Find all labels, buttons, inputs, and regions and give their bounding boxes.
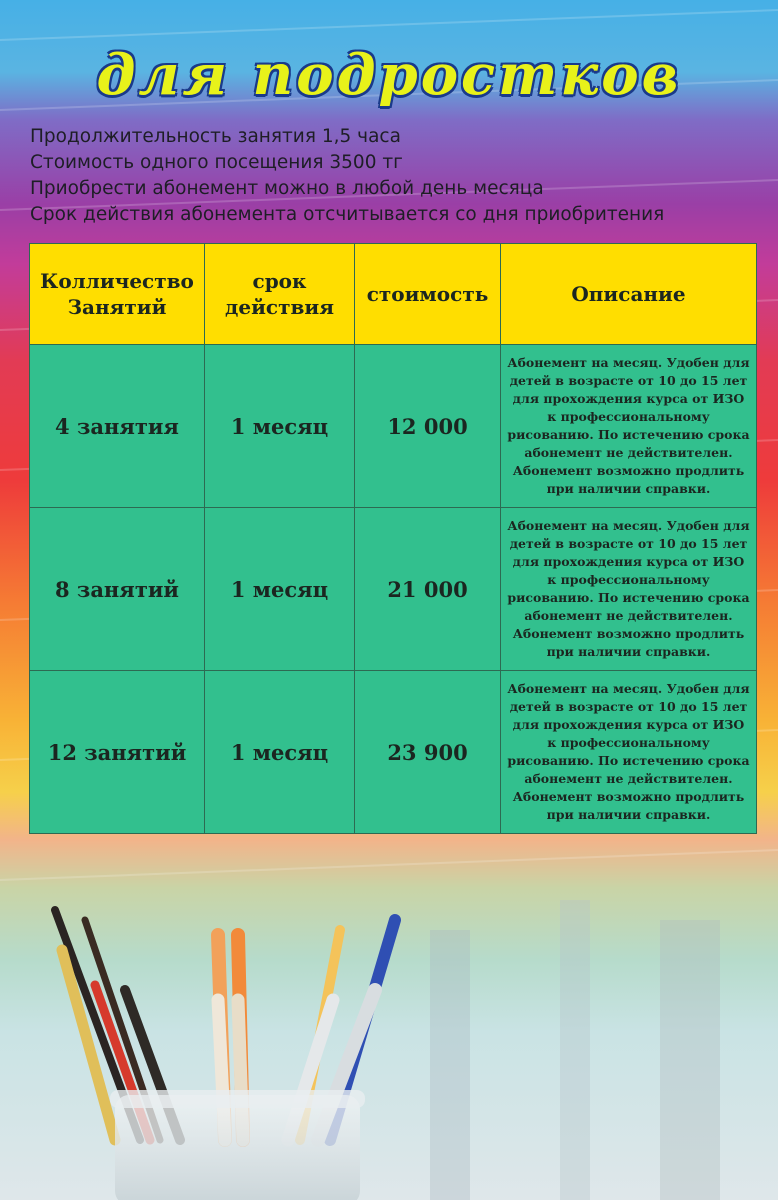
lessons-cell: 8 занятий	[30, 508, 205, 671]
price-cell: 12 000	[355, 345, 501, 508]
header-lessons: Колличество Занятий	[30, 244, 205, 345]
description-cell: Абонемент на месяц. Удобен для детей в возрасте от 10 до 15 лет для прохождения курса от ИЗО к профессиональному рисованию. По истечению срока абонемент не действителен. Абонемент возможно продлить при наличии справки.	[501, 508, 757, 671]
header-price: стоимость	[355, 244, 501, 345]
info-block	[30, 124, 770, 228]
term-cell: 1 месяц	[205, 345, 355, 508]
header-term: срок действия	[205, 244, 355, 345]
header-description: Описание	[501, 244, 757, 345]
page-title: для подростков	[96, 42, 682, 108]
lessons-cell: 4 занятия	[30, 345, 205, 508]
table-row	[30, 345, 757, 508]
price-cell: 23 900	[355, 671, 501, 834]
table-header-row	[30, 244, 757, 345]
info-line: Стоимость одного посещения 3500 тг	[30, 152, 403, 173]
info-line: Продолжительность занятия 1,5 часа	[30, 126, 401, 147]
price-table	[29, 243, 757, 834]
table-row	[30, 508, 757, 671]
term-cell: 1 месяц	[205, 671, 355, 834]
info-line: Приобрести абонемент можно в любой день месяца	[30, 178, 544, 199]
description-cell: Абонемент на месяц. Удобен для детей в возрасте от 10 до 15 лет для прохождения курса от ИЗО к профессиональному рисованию. По истечению срока абонемент не действителен. Абонемент возможно продлить при наличии справки.	[501, 345, 757, 508]
price-cell: 21 000	[355, 508, 501, 671]
description-cell: Абонемент на месяц. Удобен для детей в возрасте от 10 до 15 лет для прохождения курса от ИЗО к профессиональному рисованию. По истечению срока абонемент не действителен. Абонемент возможно продлить при наличии справки.	[501, 671, 757, 834]
term-cell: 1 месяц	[205, 508, 355, 671]
lessons-cell: 12 занятий	[30, 671, 205, 834]
info-line: Срок действия абонемента отсчитывается со дня приобритения	[30, 204, 665, 225]
table-row	[30, 671, 757, 834]
